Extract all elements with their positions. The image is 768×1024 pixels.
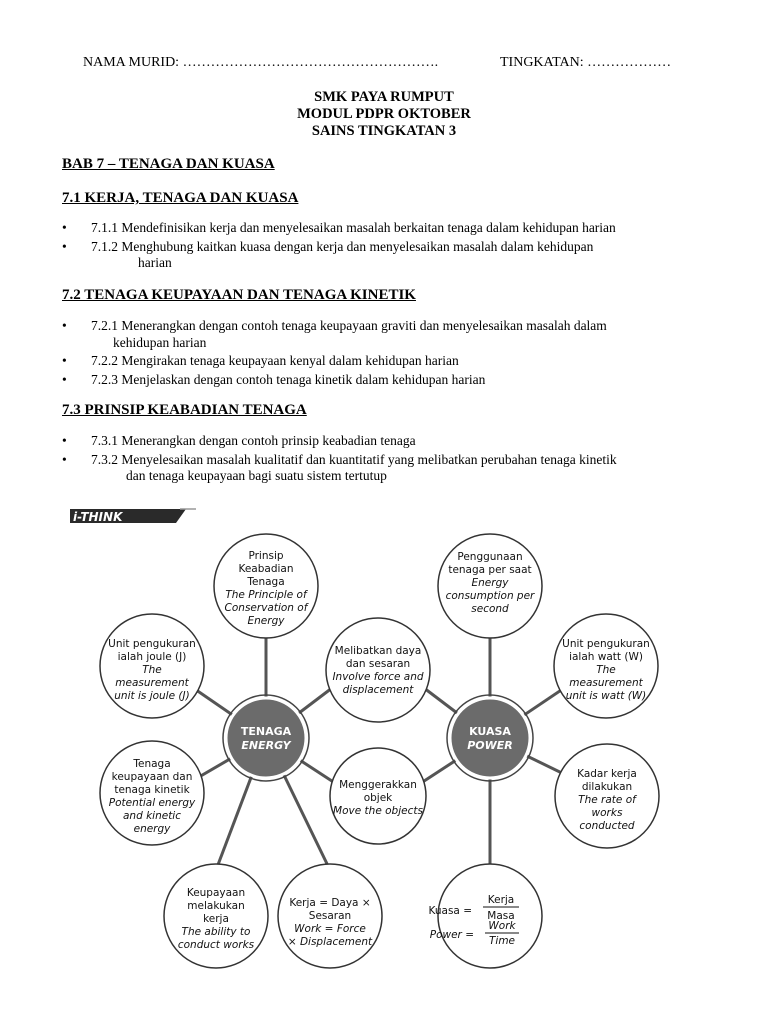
svg-text:Melibatkan daya: Melibatkan daya <box>334 645 422 657</box>
svg-text:Energy: Energy <box>247 615 285 627</box>
svg-text:The rate of: The rate of <box>578 794 636 806</box>
list-item: • 7.3.1 Menerangkan dengan contoh prinsip keabadian tenaga <box>62 433 416 448</box>
svg-text:conducted: conducted <box>579 820 635 832</box>
svg-text:kerja: kerja <box>203 913 229 925</box>
svg-text:displacement: displacement <box>342 684 414 696</box>
list-item: • 7.3.2 Menyelesaikan masalah kualitatif dan kuantitatif yang melibatkan perubahan tenaga kinetik dan tenaga keupayaan bagi suatu sistem tertutup <box>62 451 617 483</box>
list-item: • 7.2.3 Menjelaskan dengan contoh tenaga kinetik dalam kehidupan harian <box>62 371 486 387</box>
svg-text:Keupayaan: Keupayaan <box>186 887 246 899</box>
svg-text:conduct works: conduct works <box>177 939 255 951</box>
bubble-force-displacement <box>326 618 430 722</box>
svg-text:Move the objects: Move the objects <box>333 805 423 817</box>
svg-text:and kinetic: and kinetic <box>122 810 182 822</box>
svg-text:POWER: POWER <box>467 739 513 752</box>
svg-text:objek: objek <box>363 792 393 804</box>
svg-text:Unit pengukuran: Unit pengukuran <box>108 638 196 650</box>
svg-text:tenaga kinetik: tenaga kinetik <box>114 784 190 796</box>
school-name: SMK PAYA RUMPUT <box>314 89 454 105</box>
svg-text:consumption per: consumption per <box>445 590 535 602</box>
svg-text:Masa: Masa <box>487 910 515 922</box>
list-item: • 7.1.1 Mendefinisikan kerja dan menyelesaikan masalah berkaitan tenaga dalam kehidupan harian <box>62 220 616 235</box>
svg-text:Conservation of: Conservation of <box>224 602 308 614</box>
svg-text:ialah watt (W): ialah watt (W) <box>569 651 643 663</box>
svg-text:measurement: measurement <box>569 677 643 689</box>
svg-text:unit is joule (J): unit is joule (J) <box>114 690 190 702</box>
svg-text:energy: energy <box>133 823 171 835</box>
list-item: • 7.2.2 Mengirakan tenaga keupayaan kenyal dalam kehidupan harian <box>62 353 459 368</box>
list-item: • 7.1.2 Menghubung kaitkan kuasa dengan kerja dan menyelesaikan masalah dalam kehidupan harian <box>62 238 594 270</box>
student-name-field: NAMA MURID: ………………………………………………. <box>83 55 439 70</box>
svg-text:works: works <box>591 807 623 819</box>
hub-energy <box>223 695 309 781</box>
ithink-logo <box>70 509 196 524</box>
ithink-logo-text: i-THINK <box>73 510 123 524</box>
svg-text:The Principle of: The Principle of <box>225 589 307 601</box>
subject-title: SAINS TINGKATAN 3 <box>311 123 457 139</box>
level-field: TINGKATAN: ……………… <box>500 55 672 70</box>
svg-text:ialah joule (J): ialah joule (J) <box>117 651 187 663</box>
svg-text:TENAGA: TENAGA <box>240 725 292 738</box>
svg-text:Tenaga: Tenaga <box>133 758 171 770</box>
svg-text:measurement: measurement <box>115 677 189 689</box>
svg-text:keupayaan dan: keupayaan dan <box>111 771 193 783</box>
hub-power <box>447 695 533 781</box>
svg-text:second: second <box>471 603 509 615</box>
svg-text:tenaga per saat: tenaga per saat <box>448 564 532 576</box>
svg-text:Kerja: Kerja <box>487 894 515 906</box>
svg-text:Energy: Energy <box>471 577 509 589</box>
module-title: MODUL PDPR OKTOBER <box>297 106 471 122</box>
section-heading: 7.3 PRINSIP KEABADIAN TENAGA <box>62 402 307 418</box>
svg-text:Potential energy: Potential energy <box>108 797 196 809</box>
list-item: • 7.2.1 Menerangkan dengan contoh tenaga keupayaan graviti dan menyelesaikan masalah dalam kehidupan harian <box>62 318 607 350</box>
svg-text:Kerja = Daya ×: Kerja = Daya × <box>289 897 371 909</box>
svg-text:Tenaga: Tenaga <box>247 576 285 588</box>
svg-text:The: The <box>596 664 616 676</box>
section-heading: 7.2 TENAGA KEUPAYAAN DAN TENAGA KINETIK <box>62 287 416 303</box>
svg-text:KUASA: KUASA <box>469 725 511 738</box>
svg-text:ENERGY: ENERGY <box>241 739 291 752</box>
svg-text:Prinsip: Prinsip <box>248 550 284 562</box>
svg-text:Power =: Power = <box>429 929 474 941</box>
svg-text:unit is watt (W): unit is watt (W) <box>565 690 647 702</box>
svg-text:Work = Force: Work = Force <box>294 923 366 935</box>
chapter-heading: BAB 7 – TENAGA DAN KUASA <box>62 156 275 172</box>
svg-text:dan sesaran: dan sesaran <box>345 658 411 670</box>
svg-text:Sesaran: Sesaran <box>308 910 352 922</box>
svg-text:melakukan: melakukan <box>187 900 245 912</box>
svg-text:Involve force and: Involve force and <box>332 671 424 683</box>
svg-text:The ability to: The ability to <box>181 926 251 938</box>
svg-text:Keabadian: Keabadian <box>238 563 294 575</box>
svg-text:Work: Work <box>488 920 516 932</box>
svg-text:× Displacement: × Displacement <box>287 936 373 948</box>
svg-text:The: The <box>142 664 162 676</box>
svg-text:Kuasa =: Kuasa = <box>428 905 472 917</box>
svg-text:Menggerakkan: Menggerakkan <box>339 779 417 791</box>
svg-text:Penggunaan: Penggunaan <box>457 551 523 563</box>
svg-text:Time: Time <box>488 935 516 947</box>
svg-text:Kadar kerja: Kadar kerja <box>577 768 637 780</box>
svg-text:dilakukan: dilakukan <box>581 781 633 793</box>
svg-text:Unit pengukuran: Unit pengukuran <box>562 638 650 650</box>
section-heading: 7.1 KERJA, TENAGA DAN KUASA <box>62 190 299 206</box>
